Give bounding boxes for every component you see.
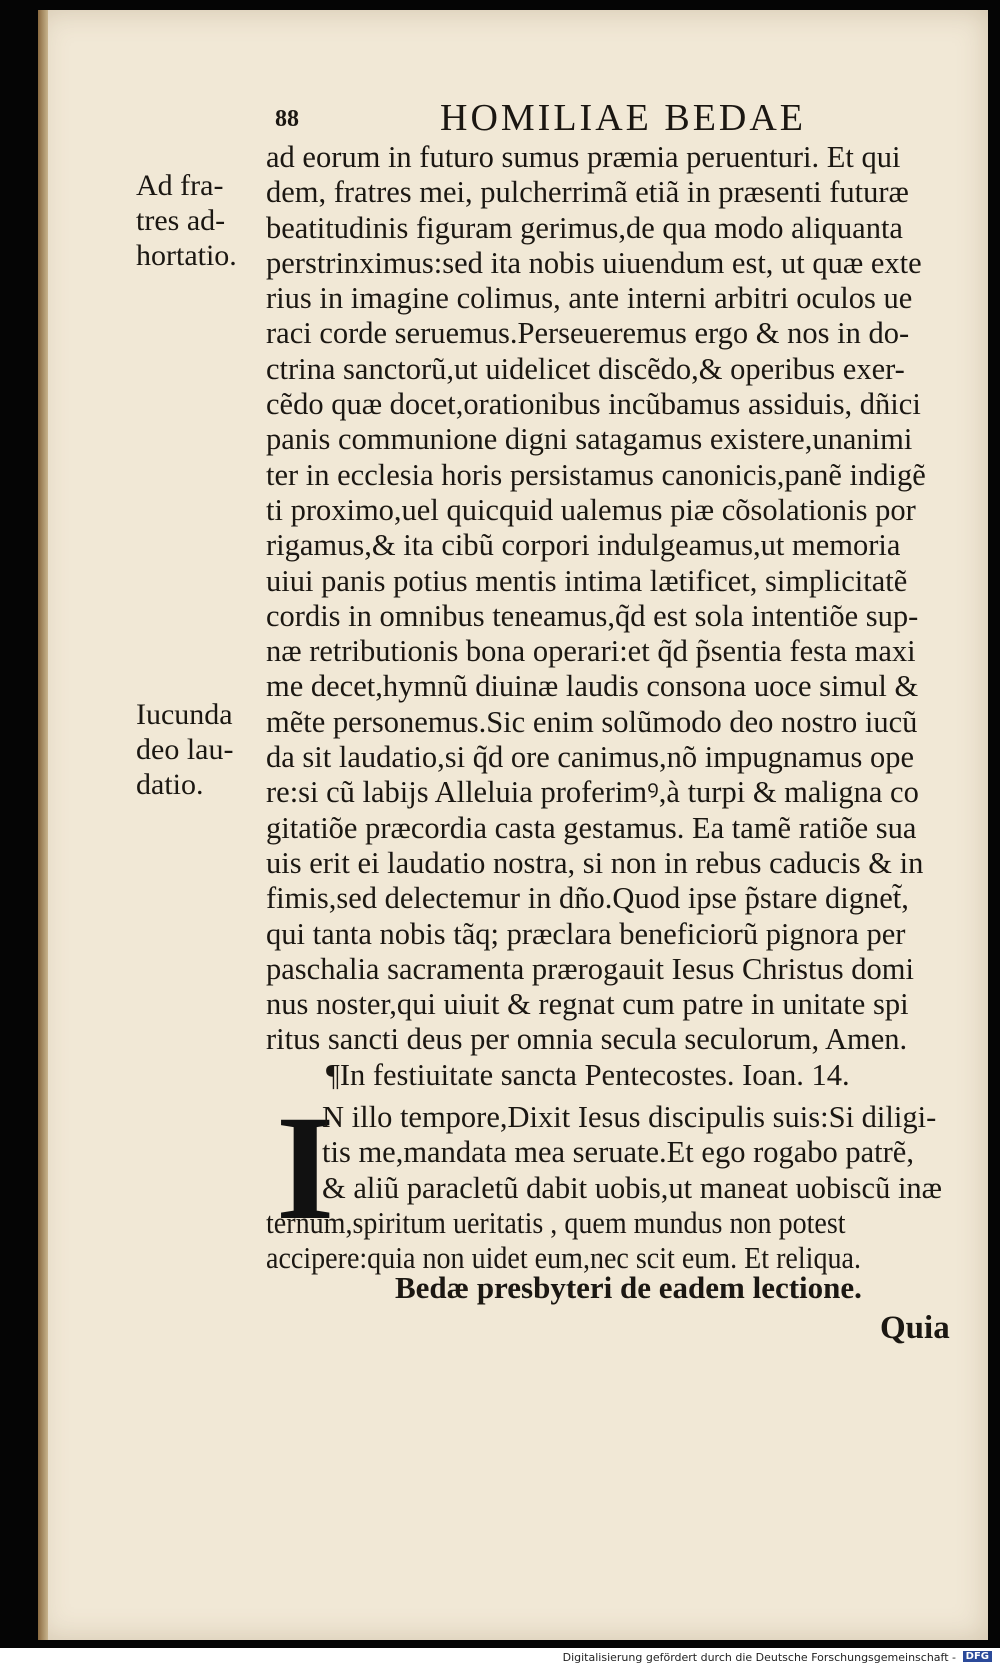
page-gutter [38, 10, 48, 1640]
text-line: gitatiõe præcordia casta gestamus. Ea tamẽ ratiõe sua [266, 810, 917, 845]
text-line: mẽte personemus.Sic enim solũmodo deo nostro iucũ [266, 704, 918, 739]
margin-note-line: deo lau- [136, 733, 234, 766]
text-line: dem, fratres mei, pulcherrimã etiã in præsenti futuræ [266, 175, 909, 210]
dfg-logo-icon: DFG [963, 1651, 992, 1662]
text-line: ti proximo,uel quicquid ualemus piæ cõsolationis por [266, 492, 916, 527]
text-line: rius in imagine colimus, ante interni arbitri oculos ue [266, 281, 913, 316]
text-line: ritus sancti deus per omnia secula seculorum, Amen. [266, 1022, 908, 1057]
text-line: cẽdo quæ docet,orationibus incũbamus assiduis, dñici [266, 387, 921, 422]
text-line: raci corde seruemus.Perseueremus ergo & nos in do- [266, 316, 910, 351]
running-title: HOMILIAE BEDAE [440, 97, 807, 139]
text-line: tis me,mandata mea seruate.Et ego rogabo patrẽ, [322, 1135, 914, 1170]
margin-note-line: Ad fra- [136, 169, 224, 202]
page-number: 88 [275, 106, 299, 132]
text-line: panis communione digni satagamus existere,unanimi [266, 422, 913, 457]
text-line: ter in ecclesia horis persistamus canonicis,panẽ indigẽ [266, 457, 926, 492]
text-line: ad eorum in futuro sumus præmia peruenturi. Et qui [266, 140, 901, 174]
margin-note-line: datio. [136, 768, 204, 801]
text-line: qui tanta nobis tãq; præclara beneficiorũ pignora per [266, 916, 906, 951]
margin-note-laudatio [136, 697, 261, 802]
margin-note-line: hortatio. [136, 239, 237, 272]
margin-note-line: Iucunda [136, 698, 233, 731]
digitization-footer [0, 1648, 1000, 1668]
text-line: cordis in omnibus teneamus,q̃d est sola intentiõe sup- [266, 598, 919, 633]
text-line: fimis,sed delectemur in dño.Quod ipse p̃stare dignet̃, [266, 881, 909, 916]
margin-note-line: tres ad- [136, 204, 226, 237]
text-line: me decet,hymnũ diuinæ laudis consona uoce simul & [266, 669, 919, 704]
text-line: N illo tempore,Dixit Iesus discipulis suis:Si diligi- [322, 1100, 937, 1134]
text-line: næ retributionis bona operari:et q̃d p̃sentia festa maxi [266, 634, 916, 669]
text-line: re:si cũ labijs Alleluia proferimꝰ,à turpi & maligna co [266, 775, 919, 810]
margin-note-exhortation [136, 168, 261, 273]
text-line: paschalia sacramenta prærogauit Iesus Christus domi [266, 951, 914, 986]
catchword: Quia [880, 1310, 950, 1346]
text-line: uis erit ei laudatio nostra, si non in rebus caducis & in [266, 845, 924, 880]
commentary-heading: Bedæ presbyteri de eadem lectione. [395, 1270, 862, 1305]
gospel-text [266, 1100, 962, 1276]
text-line: da sit laudatio,si q̃d ore canimus,nõ impugnamus ope [266, 740, 915, 775]
text-line: uiui panis potius mentis intima lætificet, simplicitatẽ [266, 563, 908, 598]
text-line: rigamus,& ita cibũ corpori indulgeamus,ut memoria [266, 528, 901, 563]
text-line: perstrinximus:sed ita nobis uiuendum est, ut quæ exte [266, 245, 922, 280]
text-line: ternum,spiritum ueritatis , quem mundus non potest [266, 1205, 846, 1240]
text-line: beatitudinis figuram gerimus,de qua modo aliquanta [266, 210, 903, 245]
text-line: ctrina sanctorũ,ut uidelicet discẽdo,& operibus exer- [266, 351, 905, 386]
text-line: nus noster,qui uiuit & regnat cum patre in unitate spi [266, 987, 909, 1022]
section-heading: ¶In festiuitate sancta Pentecostes. Ioan. 14. [326, 1057, 850, 1092]
body-text [266, 140, 956, 1093]
text-line: accipere:quia non uidet eum,nec scit eum. Et reliqua. [266, 1241, 861, 1276]
text-line: & aliũ paracletũ dabit uobis,ut maneat uobiscũ inæ [322, 1170, 943, 1205]
drop-capital: I [276, 1085, 335, 1251]
footer-credit: Digitalisierung gefördert durch die Deutsche Forschungsgemeinschaft - [562, 1651, 956, 1664]
